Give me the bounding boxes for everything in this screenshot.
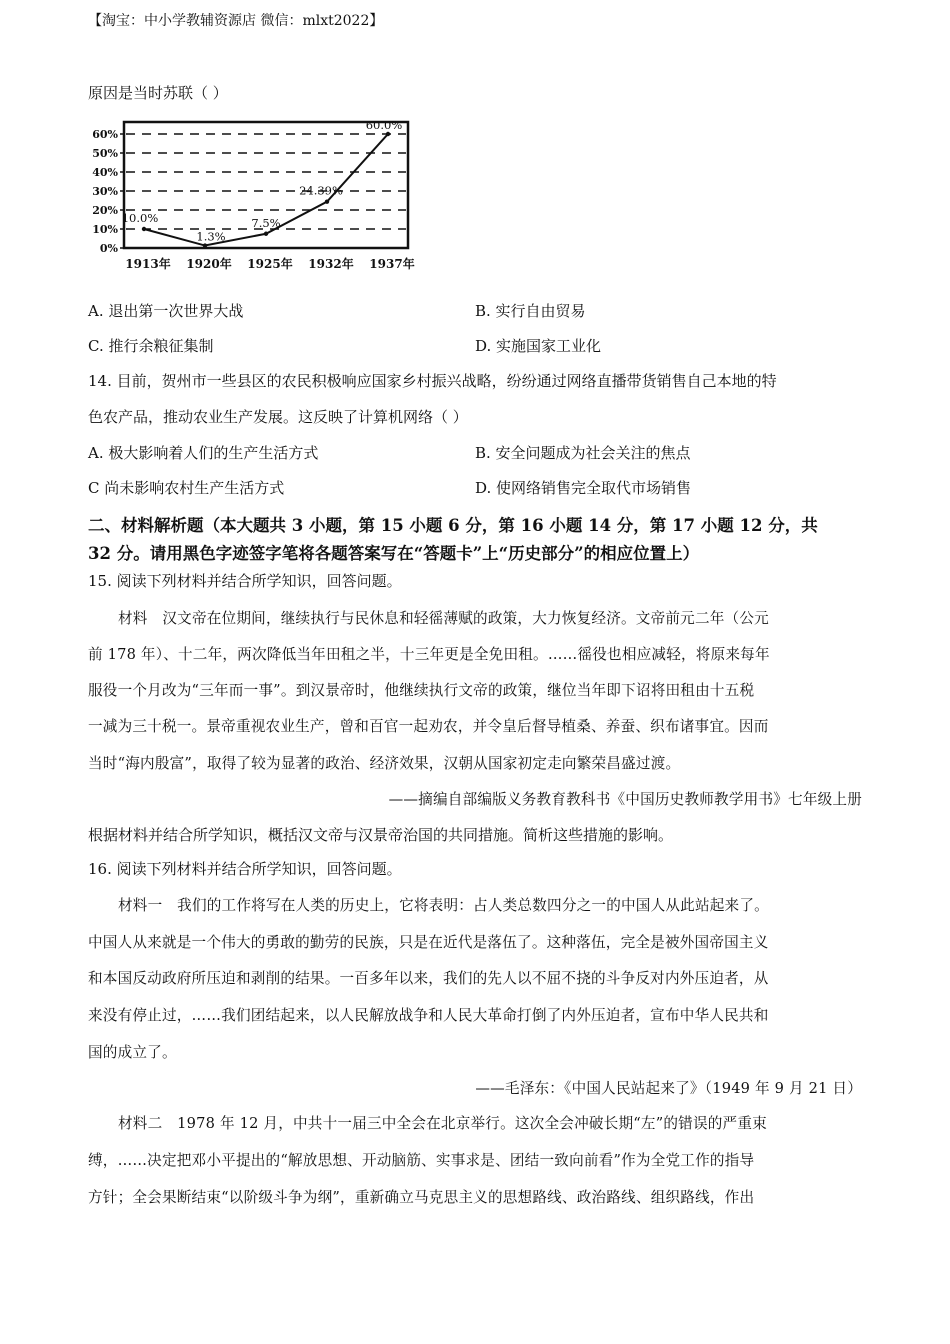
q16-material1-line: 和本国反动政府所压迫和剥削的结果。一百多年以来，我们的先人以不屈不挠的斗争反对内外压迫者，从 [88,970,769,987]
q14-option-d[interactable]: D. 使网络销售完全取代市场销售 [475,479,692,497]
y-tick-label: 10% [92,223,118,236]
y-tick-label: 40% [92,166,118,179]
data-label: 1.3% [196,229,226,244]
data-point [203,243,207,247]
q16-material1-line: 中国人从来就是一个伟大的勇敢的勤劳的民族，只是在近代是落伍了。这种落伍，完全是被外国帝国主义 [88,934,769,951]
y-tick-label: 0% [99,242,118,255]
q16-material2-line: 缚，……决定把邓小平提出的“解放思想、开动脑筋、实事求是、团结一致向前看”作为全党工作的指导 [88,1152,755,1169]
x-tick-label: 1937年 [369,257,415,271]
q16-material1-line: 国的成立了。 [88,1044,177,1061]
q15-material-line: 前 178 年）、十二年，两次降低当年田租之半，十三年更是全免田租。……徭役也相应减轻，将原来每年 [88,646,770,663]
q15-material-line: 材料 汉文帝在位期间，继续执行与民休息和轻徭薄赋的政策，大力恢复经济。文帝前元二年（公元 [118,610,769,627]
q14-option-b[interactable]: B. 安全问题成为社会关注的焦点 [475,444,691,462]
q15-material-line: 一减为三十税一。景帝重视农业生产，曾和百官一起劝农，并令皇后督导植桑、养蚕、织布诸事宜。因而 [88,718,769,735]
q14-option-a[interactable]: A. 极大影响着人们的生产生活方式 [88,444,319,462]
x-tick-label: 1920年 [186,257,232,271]
y-tick-label: 20% [92,204,118,217]
x-tick-label: 1913年 [125,257,171,271]
x-tick-label: 1925年 [247,257,293,271]
q14-stem-line-2: 色农产品，推动农业生产发展。这反映了计算机网络（ ） [88,408,468,426]
data-label: 24.39% [299,183,343,198]
q14-stem-line-1: 14. 目前，贺州市一些县区的农民积极响应国家乡村振兴战略，纷纷通过网络直播带货销售自己本地的特 [88,372,777,390]
q15-intro: 15. 阅读下列材料并结合所学知识，回答问题。 [88,572,402,590]
section2-heading-line-1: 二、材料解析题（本大题共 3 小题，第 15 小题 6 分，第 16 小题 14 分，第 17 小题 12 分，共 [88,516,818,535]
q13-stem-tail: 原因是当时苏联（ ） [88,84,228,102]
q15-material-line: 当时“海内殷富”，取得了较为显著的政治、经济效果，汉朝从国家初定走向繁荣昌盛过渡。 [88,755,681,772]
q13-option-b[interactable]: B. 实行自由贸易 [475,302,586,320]
q16-material2-line: 材料二 1978 年 12 月，中共十一届三中全会在北京举行。这次全会冲破长期“左”的错误的严重束 [118,1115,767,1132]
q15-question: 根据材料并结合所学知识，概括汉文帝与汉景帝治国的共同措施。简析这些措施的影响。 [88,826,674,844]
data-label: 10.0% [121,211,159,225]
q16-material1-line: 材料一 我们的工作将写在人类的历史上，它将表明：占人类总数四分之一的中国人从此站起来了。 [118,897,769,914]
data-point [386,132,390,136]
page-header: 【淘宝：中小学教辅资源店 微信：mlxt2022】 [88,13,384,29]
data-point [142,227,146,231]
data-label: 7.5% [251,215,281,230]
q13-option-a[interactable]: A. 退出第一次世界大战 [88,302,244,320]
y-tick-label: 50% [92,147,118,160]
q16-material1-line: 来没有停止过，……我们团结起来，以人民解放战争和人民大革命打倒了内外压迫者，宣布中华人民共和 [88,1007,769,1024]
data-point [264,232,268,236]
q16-intro: 16. 阅读下列材料并结合所学知识，回答问题。 [88,860,402,878]
q13-option-c[interactable]: C. 推行余粮征集制 [88,337,214,355]
data-label: 60.0% [365,118,403,132]
q15-source: ——摘编自部编版义务教育教科书《中国历史教师教学用书》七年级上册 [388,791,862,808]
q16-material2-line: 方针；全会果断结束“以阶级斗争为纲”，重新确立马克思主义的思想路线、政治路线、组织路线，作出 [88,1189,755,1206]
q16-material1-source: ——毛泽东：《中国人民站起来了》（1949 年 9 月 21 日） [475,1080,862,1097]
y-tick-label: 60% [92,128,118,141]
growth-line-chart [88,112,428,272]
q13-option-d[interactable]: D. 实施国家工业化 [475,337,602,355]
q14-option-c[interactable]: C 尚未影响农村生产生活方式 [88,479,285,497]
section2-heading-line-2: 32 分。请用黑色字迹签字笔将各题答案写在“答题卡”上“历史部分”的相应位置上） [88,544,700,563]
y-tick-label: 30% [92,185,118,198]
data-point [325,199,329,203]
q15-material-line: 服役一个月改为“三年而一事”。到汉景帝时，他继续执行文帝的政策，继位当年即下诏将田租由十五税 [88,682,755,699]
x-tick-label: 1932年 [308,257,354,271]
